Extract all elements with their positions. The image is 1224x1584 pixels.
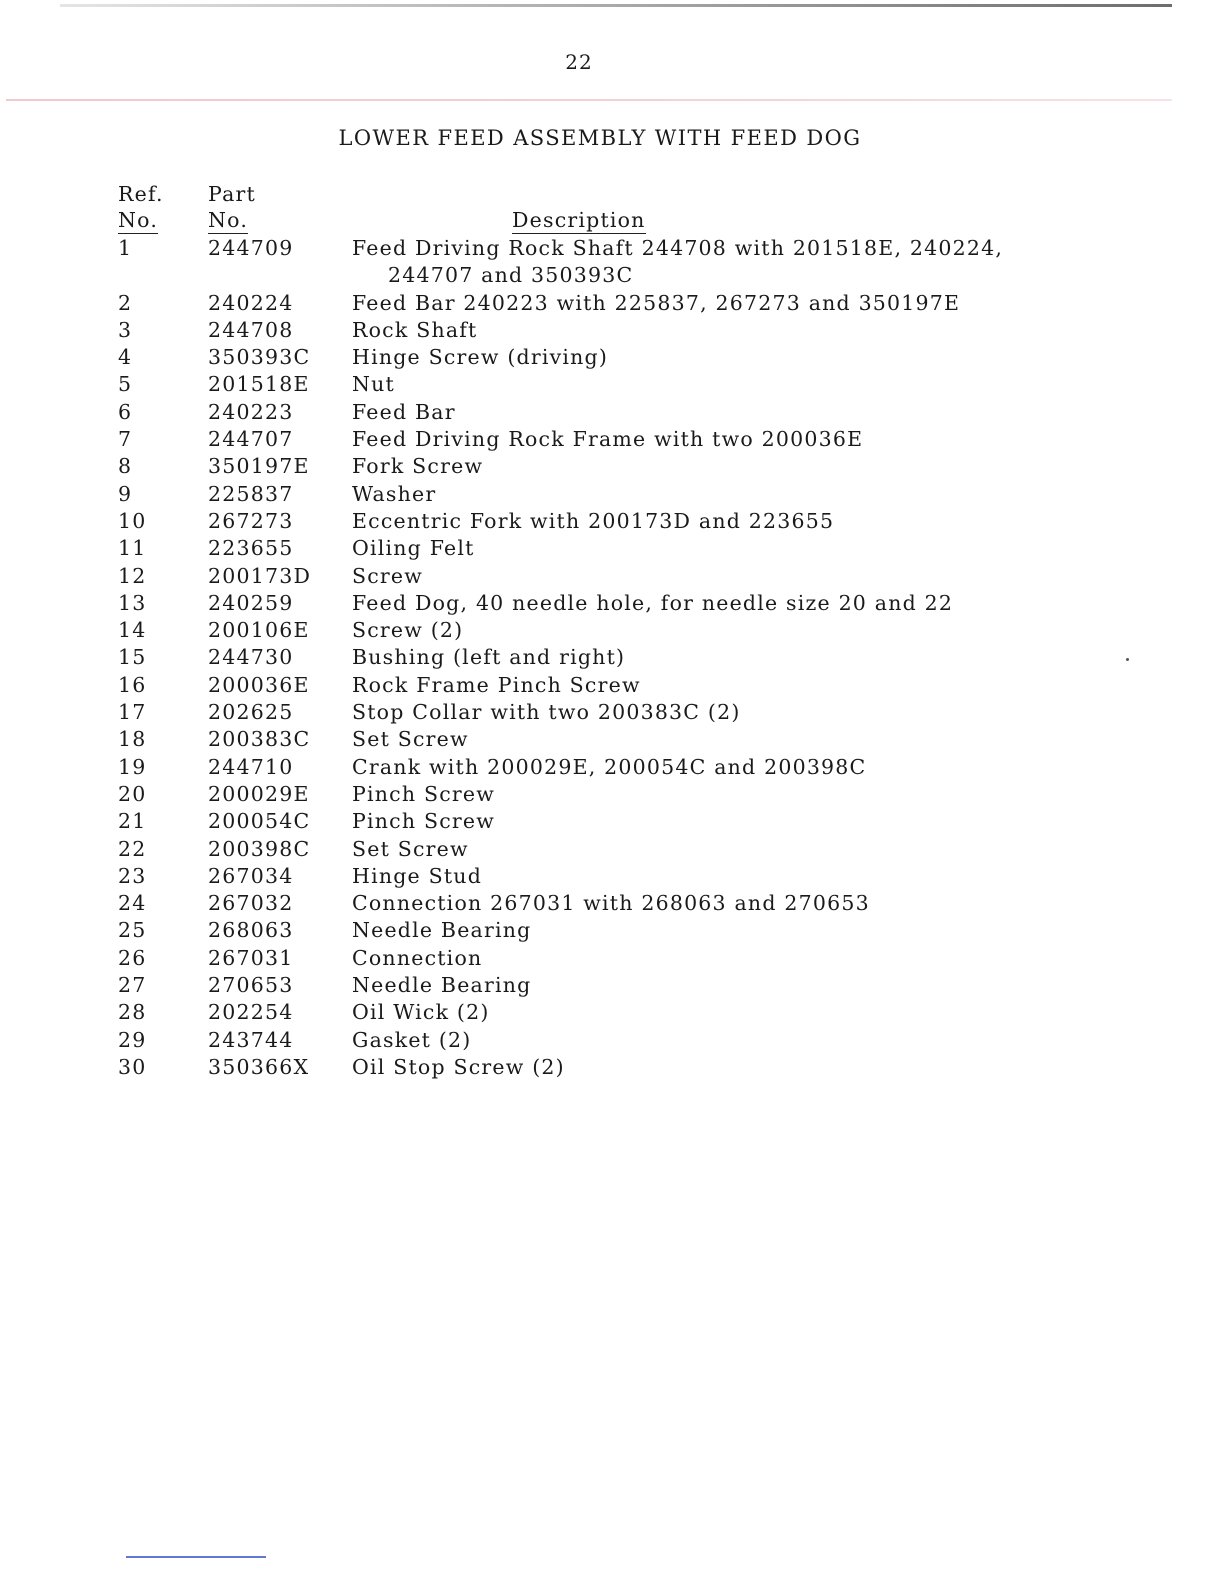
table-row (118, 481, 1118, 508)
description-text: Fork Screw (352, 454, 484, 479)
part-description (352, 699, 1112, 726)
part-number: 267032 (208, 891, 294, 916)
description-text: Nut (352, 372, 395, 397)
ref-number: 13 (118, 590, 147, 615)
part-description (352, 754, 1112, 781)
table-row (118, 917, 1118, 944)
part-description (352, 644, 1112, 671)
table-row (118, 754, 1118, 781)
part-description (352, 235, 1112, 290)
scan-speck (1126, 658, 1129, 661)
description-text: Feed Dog, 40 needle hole, for needle size 20 and 22 (352, 590, 954, 615)
ref-number: 2 (118, 290, 133, 315)
part-description (352, 453, 1112, 480)
part-description (352, 563, 1112, 590)
table-row (118, 535, 1118, 562)
part-number: 200383C (208, 727, 311, 752)
ref-number: 10 (118, 508, 147, 533)
description-text: Rock Frame Pinch Screw (352, 672, 641, 697)
part-number: 243744 (208, 1027, 294, 1052)
table-row (118, 781, 1118, 808)
part-number: 200036E (208, 672, 310, 697)
part-number: 350393C (208, 345, 311, 370)
part-number: 200173D (208, 563, 312, 588)
part-description (352, 508, 1112, 535)
table-row (118, 235, 1118, 290)
part-description (352, 890, 1112, 917)
table-row (118, 290, 1118, 317)
description-text: Stop Collar with two 200383C (2) (352, 700, 741, 725)
part-number: 240224 (208, 290, 294, 315)
parts-list (118, 235, 1118, 1081)
table-row (118, 644, 1118, 671)
description-text: Screw (2) (352, 618, 464, 643)
ref-number: 14 (118, 618, 147, 643)
description-text: Feed Bar 240223 with 225837, 267273 and 350197E (352, 290, 961, 315)
part-description (352, 426, 1112, 453)
part-number: 200054C (208, 809, 311, 834)
table-row (118, 344, 1118, 371)
part-number: 244710 (208, 754, 294, 779)
part-description (352, 972, 1112, 999)
page-number: 22 (565, 50, 593, 74)
ref-number: 22 (118, 836, 147, 861)
page-title: LOWER FEED ASSEMBLY WITH FEED DOG (338, 126, 862, 150)
part-number: 202254 (208, 1000, 294, 1025)
ref-number: 3 (118, 317, 133, 342)
part-number: 223655 (208, 536, 294, 561)
part-number: 202625 (208, 700, 294, 725)
description-text: Set Screw (352, 836, 469, 861)
table-row (118, 808, 1118, 835)
table-row (118, 426, 1118, 453)
ref-number: 20 (118, 781, 147, 806)
table-row (118, 317, 1118, 344)
description-continuation: 244707 and 350393C (388, 263, 634, 288)
table-row (118, 453, 1118, 480)
part-description (352, 945, 1112, 972)
part-description (352, 481, 1112, 508)
table-row (118, 726, 1118, 753)
description-text: Hinge Screw (driving) (352, 345, 609, 370)
table-row (118, 1027, 1118, 1054)
part-description (352, 535, 1112, 562)
ref-number: 25 (118, 918, 147, 943)
ref-number: 11 (118, 536, 147, 561)
table-row (118, 836, 1118, 863)
description-text: Oil Stop Screw (2) (352, 1054, 565, 1079)
ref-number: 23 (118, 863, 147, 888)
ref-header-line1: Ref. (118, 182, 164, 206)
description-header: Description (512, 208, 646, 232)
part-description (352, 917, 1112, 944)
description-text: Hinge Stud (352, 863, 483, 888)
part-number: 240259 (208, 590, 294, 615)
ref-number: 7 (118, 427, 133, 452)
part-description (352, 399, 1112, 426)
part-description (352, 590, 1112, 617)
description-text: Washer (352, 481, 437, 506)
table-row (118, 590, 1118, 617)
part-description (352, 836, 1112, 863)
description-text: Oil Wick (2) (352, 1000, 490, 1025)
ref-number: 28 (118, 1000, 147, 1025)
part-number: 200398C (208, 836, 311, 861)
table-row (118, 1054, 1118, 1081)
part-description (352, 617, 1112, 644)
part-number: 244707 (208, 427, 294, 452)
table-row (118, 371, 1118, 398)
table-row (118, 399, 1118, 426)
description-text: Bushing (left and right) (352, 645, 626, 670)
part-number: 201518E (208, 372, 310, 397)
ref-number: 26 (118, 945, 147, 970)
ref-header-line2: No. (118, 208, 159, 232)
ref-number: 9 (118, 481, 133, 506)
ref-number: 19 (118, 754, 147, 779)
description-text: Pinch Screw (352, 781, 495, 806)
description-text: Pinch Screw (352, 809, 495, 834)
part-description (352, 863, 1112, 890)
part-number: 225837 (208, 481, 294, 506)
description-text: Feed Driving Rock Frame with two 200036E (352, 427, 864, 452)
ref-number: 1 (118, 236, 133, 260)
table-row (118, 617, 1118, 644)
part-description (352, 1054, 1112, 1081)
ref-number: 4 (118, 345, 133, 370)
part-description (352, 290, 1112, 317)
part-description (352, 781, 1112, 808)
table-row (118, 563, 1118, 590)
part-number: 200029E (208, 781, 310, 806)
part-description (352, 999, 1112, 1026)
ref-number: 12 (118, 563, 147, 588)
description-text: Gasket (2) (352, 1027, 472, 1052)
part-number: 244730 (208, 645, 294, 670)
part-number: 268063 (208, 918, 294, 943)
part-number: 270653 (208, 973, 294, 998)
part-number: 267031 (208, 945, 294, 970)
table-row (118, 672, 1118, 699)
ref-number: 17 (118, 700, 147, 725)
part-description (352, 344, 1112, 371)
ref-number: 18 (118, 727, 147, 752)
description-text: Screw (352, 563, 424, 588)
description-text: Connection 267031 with 268063 and 270653 (352, 891, 870, 916)
description-text: Rock Shaft (352, 317, 478, 342)
part-number: 350197E (208, 454, 310, 479)
scan-mark (126, 1556, 266, 1558)
ref-number: 5 (118, 372, 133, 397)
ref-number: 30 (118, 1054, 147, 1079)
part-number: 267034 (208, 863, 294, 888)
part-number: 244708 (208, 317, 294, 342)
description-text: Eccentric Fork with 200173D and 223655 (352, 508, 835, 533)
part-number: 240223 (208, 399, 294, 424)
description-text: Oiling Felt (352, 536, 475, 561)
part-description (352, 726, 1112, 753)
table-row (118, 972, 1118, 999)
description-text: Feed Driving Rock Shaft 244708 with 201518E, 240224, (352, 236, 1004, 260)
part-description (352, 317, 1112, 344)
ref-number: 16 (118, 672, 147, 697)
description-text: Feed Bar (352, 399, 456, 424)
part-description (352, 808, 1112, 835)
top-edge-rule (60, 4, 1172, 7)
header-divider (6, 99, 1172, 101)
ref-number: 15 (118, 645, 147, 670)
part-number: 200106E (208, 618, 310, 643)
ref-number: 8 (118, 454, 133, 479)
part-description (352, 371, 1112, 398)
table-row (118, 945, 1118, 972)
table-row (118, 999, 1118, 1026)
part-number: 267273 (208, 508, 294, 533)
ref-number: 29 (118, 1027, 147, 1052)
ref-number: 21 (118, 809, 147, 834)
description-text: Needle Bearing (352, 973, 532, 998)
table-row (118, 890, 1118, 917)
part-number: 350366X (208, 1054, 310, 1079)
description-text: Needle Bearing (352, 918, 532, 943)
ref-number: 24 (118, 891, 147, 916)
table-row (118, 863, 1118, 890)
table-row (118, 508, 1118, 535)
table-row (118, 699, 1118, 726)
part-header-line2: No. (208, 208, 249, 232)
ref-number: 6 (118, 399, 133, 424)
part-header-line1: Part (208, 182, 256, 206)
part-number: 244709 (208, 236, 294, 260)
description-text: Connection (352, 945, 483, 970)
description-text: Crank with 200029E, 200054C and 200398C (352, 754, 867, 779)
part-description (352, 672, 1112, 699)
part-description (352, 1027, 1112, 1054)
description-text: Set Screw (352, 727, 469, 752)
ref-number: 27 (118, 973, 147, 998)
